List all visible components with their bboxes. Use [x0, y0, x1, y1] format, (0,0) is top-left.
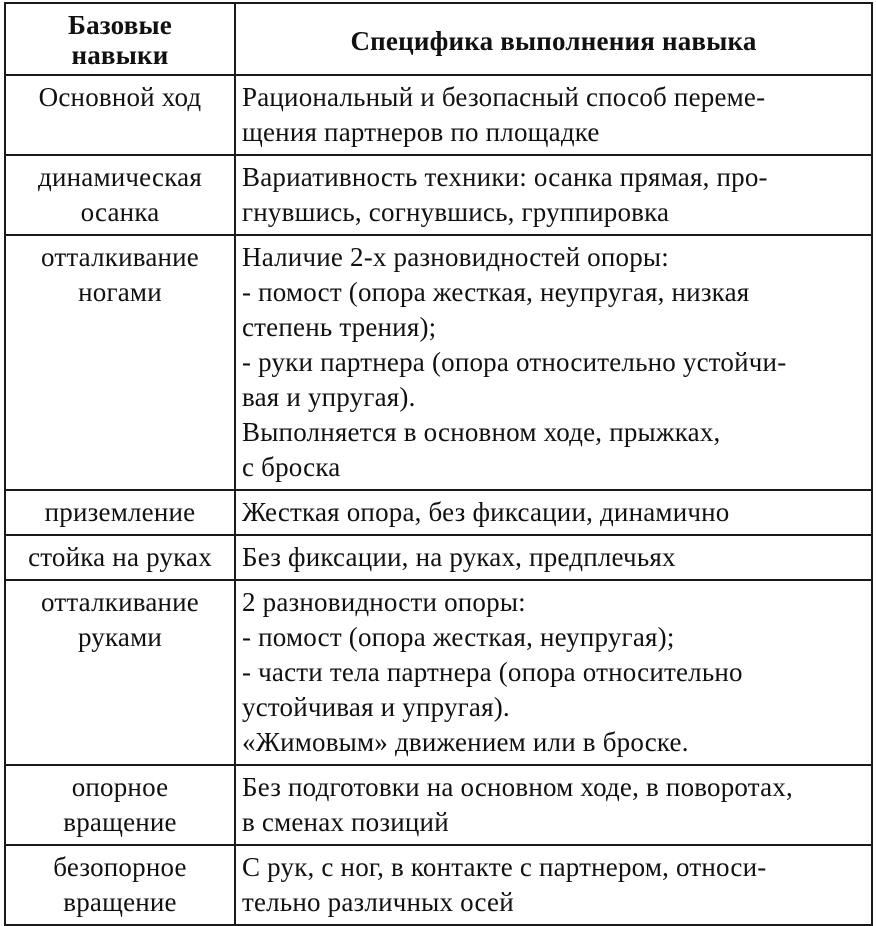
skill-text-line: руками: [77, 622, 163, 652]
table-row: [5, 490, 872, 535]
skill-text-line: ногами: [78, 277, 162, 307]
table-row: [5, 580, 872, 765]
table-row: [5, 535, 872, 580]
spec-text-line: - помост (опора жесткая, неупругая);: [242, 622, 675, 652]
skill-text-line: стойка на руках: [28, 542, 212, 572]
spec-cell: [235, 490, 872, 535]
skill-cell: [5, 580, 235, 765]
spec-text-line: Жесткая опора, без фиксации, динамично: [242, 497, 730, 527]
spec-text-line: С рук, с ног, в контакте с партнером, относи-: [242, 852, 767, 882]
spec-text-line: Рациональный и безопасный способ переме-: [242, 82, 766, 112]
skill-text-line: отталкивание: [41, 242, 199, 272]
skill-text-line: динамическая: [38, 162, 202, 192]
spec-text-line: вая и упругая).: [242, 382, 416, 412]
spec-text-line: «Жимовым» движением или в броске.: [242, 727, 689, 757]
spec-text-line: в сменах позиций: [242, 807, 449, 837]
spec-text-line: Наличие 2-х разновидностей опоры:: [242, 242, 669, 272]
spec-cell: [235, 235, 872, 490]
header-skill-line2: навыки: [71, 40, 169, 70]
header-row: [5, 3, 872, 75]
skill-cell: [5, 490, 235, 535]
header-spec: [235, 3, 872, 75]
spec-cell: [235, 580, 872, 765]
skill-cell: [5, 765, 235, 845]
table-row: [5, 845, 872, 925]
skill-text-line: приземление: [44, 497, 196, 527]
skill-cell: [5, 155, 235, 235]
spec-cell: [235, 155, 872, 235]
skill-text-line: безопорное: [53, 852, 187, 882]
header-skill-line1: Базовые: [68, 10, 172, 40]
skill-text-line: осанка: [80, 197, 160, 227]
skill-text-line: Основной ход: [38, 82, 202, 112]
skill-text-line: вращение: [63, 807, 177, 837]
table-row: [5, 765, 872, 845]
skill-cell: [5, 75, 235, 155]
skill-text-line: отталкивание: [41, 587, 199, 617]
table-row: [5, 155, 872, 235]
skill-cell: [5, 845, 235, 925]
header-spec-label: Специфика выполнения навыка: [350, 26, 757, 56]
spec-cell: [235, 845, 872, 925]
table-row: [5, 75, 872, 155]
spec-text-line: 2 разновидности опоры:: [242, 587, 526, 617]
spec-cell: [235, 75, 872, 155]
skill-text-line: опорное: [71, 772, 169, 802]
spec-text-line: устойчивая и упругая).: [242, 692, 510, 722]
skill-cell: [5, 235, 235, 490]
spec-text-line: - части тела партнера (опора относительно: [242, 657, 743, 687]
spec-text-line: Без подготовки на основном ходе, в поворотах,: [242, 772, 793, 802]
spec-text-line: гнувшись, согнувшись, группировка: [242, 197, 670, 227]
header-skill: [5, 3, 235, 75]
spec-text-line: - руки партнера (опора относительно устойчи-: [242, 347, 787, 377]
spec-text-line: Без фиксации, на руках, предплечьях: [242, 542, 676, 572]
table-row: [5, 235, 872, 490]
spec-text-line: тельно различных осей: [242, 887, 514, 917]
skill-text-line: вращение: [63, 887, 177, 917]
spec-cell: [235, 765, 872, 845]
spec-text-line: Вариативность техники: осанка прямая, про-: [242, 162, 768, 192]
spec-text-line: степень трения);: [242, 312, 437, 342]
skills-table: [4, 2, 873, 926]
spec-text-line: Выполняется в основном ходе, прыжках,: [242, 417, 721, 447]
skill-cell: [5, 535, 235, 580]
spec-text-line: с броска: [242, 452, 341, 482]
spec-text-line: щения партнеров по площадке: [242, 117, 600, 147]
spec-cell: [235, 535, 872, 580]
spec-text-line: - помост (опора жесткая, неупругая, низкая: [242, 277, 750, 307]
